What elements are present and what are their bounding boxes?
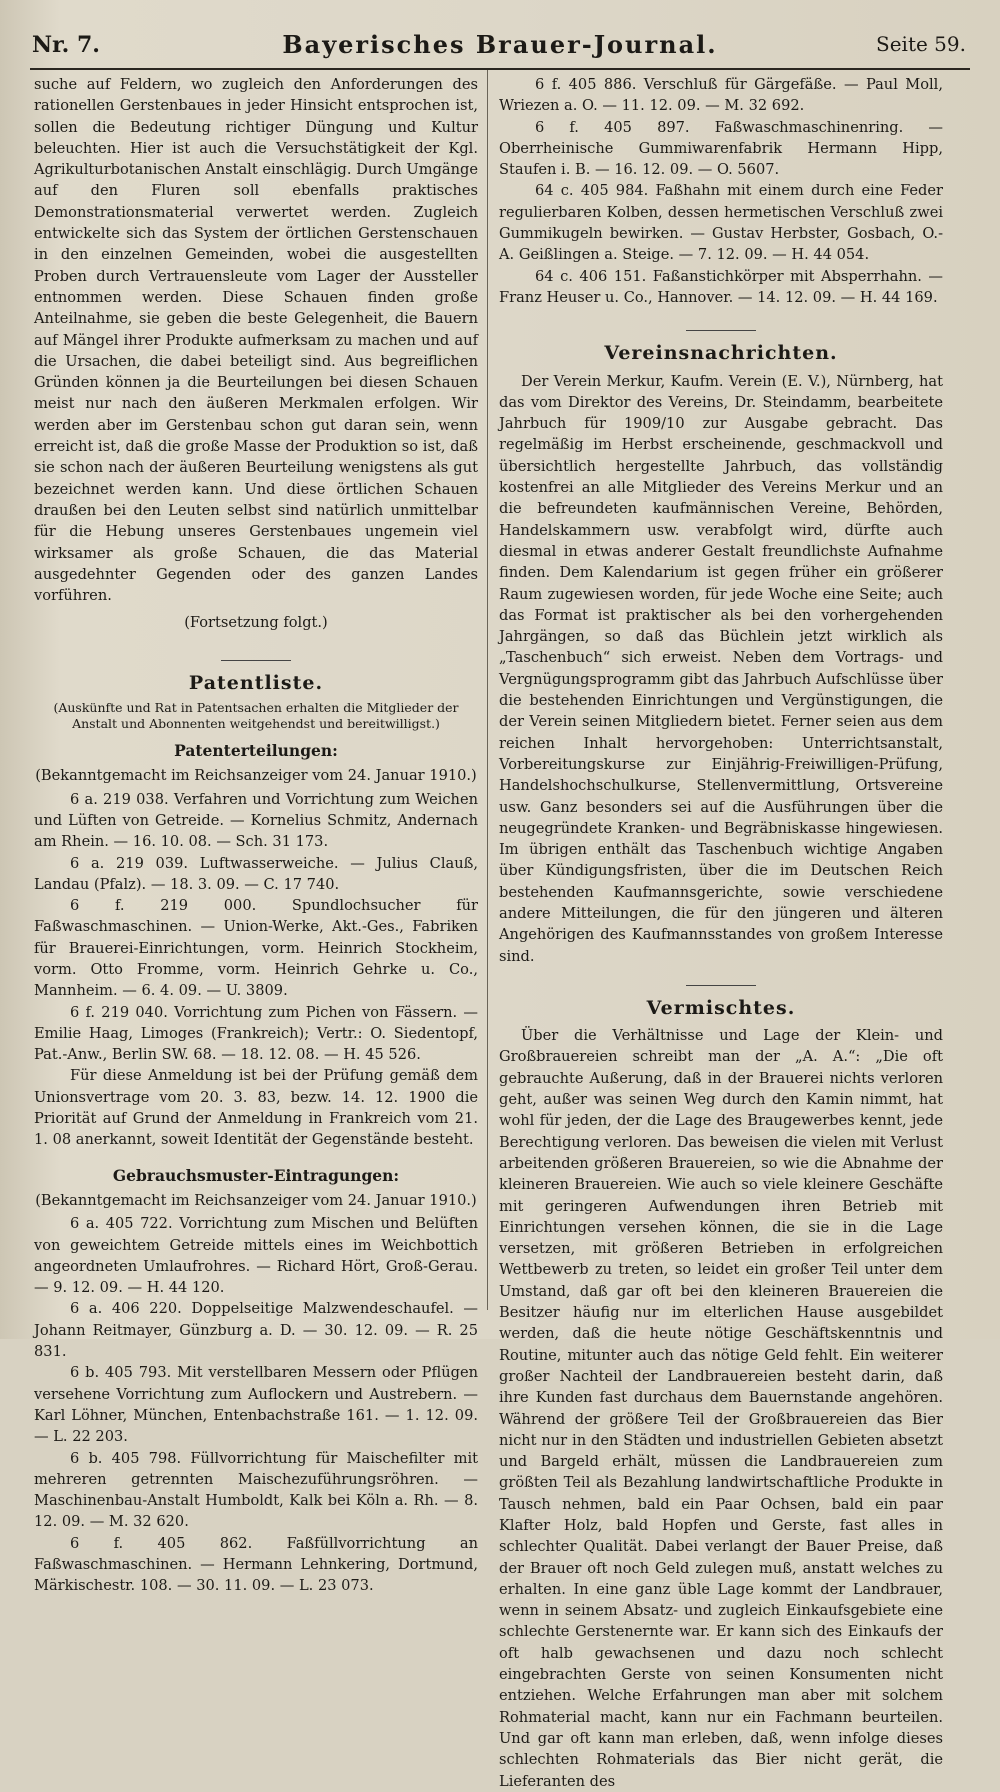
continuation-note: (Fortsetzung folgt.) [184,614,328,632]
column-divider [487,70,488,1310]
utility-model-entry: 6 a. 406 220. Doppelseitige Malzwendeschaufel. — Johann Reitmayer, Günzburg a. D. — 30. 12. 09. — R. 25 831. [34,1300,478,1361]
association-news-heading: Vereinsnachrichten. [604,342,838,365]
patent-list-heading: Patentliste. [188,671,324,694]
utility-model-entry: 6 f. 405 862. Faßfüllvorrichtung an Faßwaschmaschinen. — Hermann Lehnkering, Dortmund, Märkischestr. 108. — 30. 11. 09. — L. 23 073. [34,1534,478,1595]
utility-model-entry: 64 c. 405 984. Faßhahn mit einem durch eine Feder regulierbaren Kolben, dessen hermetischen Verschluß zwei Gummikugeln bewirken. — Gustav Herbster, Gosbach, O.-A. Geißlingen a. Steige. — 7. 12. 09. — H. 44 054. [499,182,943,264]
patent-entry: 6 f. 219 040. Vorrichtung zum Pichen von Fässern. — Emilie Haag, Limoges (Frankreich); Vertr.: O. Siedentopf, Pat.-Anw., Berlin SW. 68. — 18. 12. 08. — H. 45 526. [34,1003,478,1064]
section-rule [686,330,756,331]
utility-model-entry: 6 f. 405 897. Faßwaschmaschinenring. — Oberrheinische Gummiwarenfabrik Hermann Hipp, Staufen i. B. — 16. 12. 09. — O. 5607. [499,118,943,179]
issue-number: Nr. 7. [32,32,100,58]
patent-list-note: (Auskünfte und Rat in Patentsachen erhalten die Mitglieder der Anstalt und Abonnenten weitgehendst und bereitwilligst.) [53,700,459,732]
utility-model-entry: 6 a. 405 722. Vorrichtung zum Mischen und Belüften von geweichtem Getreide mittels eines im Weichbottich angeordneten Umlaufrohres. — Richard Hört, Groß-Gerau. — 9. 12. 09. — H. 44 120. [34,1215,478,1297]
utility-models-heading: Gebrauchsmuster-Eintragungen: [112,1165,400,1185]
patent-priority-note: Für diese Anmeldung ist bei der Prüfung gemäß dem Unionsvertrage vom 20. 3. 83, bezw. 14. 12. 1900 die Priorität auf Grund der Anmeldung in Frankreich vom 21. 1. 08 anerkannt, soweit Identität der Gegenstände besteht. [34,1067,478,1149]
page-header [30,28,970,70]
section-rule [686,985,756,986]
utility-models-announcement: (Bekanntgemacht im Reichsanzeiger vom 24. Januar 1910.) [35,1191,477,1209]
left-column [34,74,478,1597]
patent-entry: 6 a. 219 039. Luftwasserweiche. — Julius Clauß, Landau (Pfalz). — 18. 3. 09. — C. 17 740. [34,854,478,893]
utility-model-entry: 64 c. 406 151. Faßanstichkörper mit Absperrhahn. — Franz Heuser u. Co., Hannover. — 14. 12. 09. — H. 44 169. [499,267,943,306]
grants-announcement: (Bekanntgemacht im Reichsanzeiger vom 24. Januar 1910.) [35,767,477,785]
miscellaneous-heading: Vermischtes. [646,996,796,1019]
utility-model-entry: 6 f. 405 886. Verschluß für Gärgefäße. — Paul Moll, Wriezen a. O. — 11. 12. 09. — M. 32 692. [499,76,943,115]
miscellaneous-text: Über die Verhältnisse und Lage der Klein- und Großbrauereien schreibt man der „A. A.“: „Die oft gebrauchte Außerung, daß in der Brauerei nichts verloren geht, außer was seinen Weg durch den Kamin nimmt, hat wohl für jeden, der die Lage des Braugewerbes kennt, jede Berechtigung verloren. Das beweisen die vielen mit Verlust arbeitenden größeren Brauereien, so wie die Abnahme der kleineren Brauereien. Wie auch so viele kleinere Geschäfte mit geringeren Aufwendungen ihren Betrieb mit Einrichtungen versehen können, die sie in die Lage versetzen, mit größeren Betrieben in erfolgreichen Wettbewerb zu treten, so leidet ein großer Teil unter dem Umstand, daß gar oft bei den kleineren Brauereien die Besitzer häufig nur im elterlichen Hause ausgebildet werden, daß die heute nötige Geschäftskenntnis und Routine, mitunter auch das nötige Geld fehlt. Ein weiterer großer Nachteil der Landbrauereien besteht darin, daß ihre Kunden fast durchaus dem Bauernstande angehören. Während der größere Teil der Großbrauereien das Bier nicht nur in den Städten und industriellen Gebieten absetzt und Bargeld erhält, müssen die Landbrauereien zum größten Teil als Bezahlung landwirtschaftliche Produkte in Tausch nehmen, bald ein Paar Ochsen, bald ein paar Klafter Holz, bald Hopfen und Gerste, fast alles in schlechter Qualität. Dabei verlangt der Bauer Preise, daß der Brauer oft noch Geld zulegen muß, anstatt welches zu erhalten. In eine ganz üble Lage kommt der Landbrauer, wenn in seinem Absatz- und zugleich Einkaufsgebiete eine schlechte Gerstenernte war. Er kann sich des Einkaufs der oft halb gewachsenen und dazu noch schlecht eingebrachten Gerste von seinen Konsumenten nicht entziehen. Welche Erfahrungen man aber mit solchem Rohmaterial macht, kann nur ein Fachmann beurteilen. Und gar oft kann man erleben, daß, wenn infolge dieses schlechten Rohmaterials das Bier nicht gerät, die Lieferanten des [499,1027,943,1790]
patent-entry: 6 f. 219 000. Spundlochsucher für Faßwaschmaschinen. — Union-Werke, Akt.-Ges., Fabriken für Brauerei-Einrichtungen, vorm. Heinrich Stockheim, vorm. Otto Fromme, vorm. Heinrich Gehrke u. Co., Mannheim. — 6. 4. 09. — U. 3809. [34,897,478,1000]
page-number: Seite 59. [876,32,966,56]
patent-entry: 6 a. 219 038. Verfahren und Vorrichtung zum Weichen und Lüften von Getreide. — Kornelius Schmitz, Andernach am Rhein. — 16. 10. 08. — Sch. 31 173. [34,790,478,851]
utility-model-entry: 6 b. 405 793. Mit verstellbaren Messern oder Pflügen versehene Vorrichtung zum Auflockern und Austrebern. — Karl Löhner, München, Entenbachstraße 161. — 1. 12. 09. — L. 22 203. [34,1364,478,1446]
section-rule [221,660,291,661]
association-news-text: Der Verein Merkur, Kaufm. Verein (E. V.), Nürnberg, hat das vom Direktor des Vereins, Dr. Steindamm, bearbeitete Jahrbuch für 1909/10 zur Ausgabe gebracht. Das regelmäßig im Herbst erscheinende, geschmackvoll und übersichtlich hergestellte Jahrbuch, das vollständig kostenfrei an alle Mitglieder des Vereins Merkur und an die befreundeten kaufmännischen Vereine, Behörden, Handelskammern usw. verabfolgt wird, dürfte auch diesmal in etwas anderer Gestalt freundlichste Aufnahme finden. Dem Kalendarium ist gegen früher ein größerer Raum zugewiesen worden, für jede Woche eine Seite; auch das Format ist praktischer als bei den vorhergehenden Jahrgängen, so daß das Büchlein jetzt wirklich als „Taschenbuch“ sich erweist. Neben dem Vortrags- und Vergnügungsprogramm gibt das Jahrbuch Aufschlüsse über die bestehenden Einrichtungen und Vergünstigungen, die der Verein seinen Mitgliedern bietet. Ferner seien aus dem reichen Inhalt hervorgehoben: Unterrichtsanstalt, Vorbereitungskurse zur Einjährig-Freiwilligen-Prüfung, Handelshochschulkurse, Stellenvermittlung, Ortsvereine usw. Ganz besonders sei auf die Ausführungen über die neugegründete Kranken- und Begräbniskasse hingewiesen. Im übrigen enthält das Taschenbuch wichtige Angaben über Kündigungsfristen, über die im Deutschen Reich bestehenden Kaufmannsgerichte, sowie verschiedene andere Mitteilungen, die für den jüngeren und älteren Angehörigen des Kaufmannsstandes von großem Interesse sind. [499,372,943,965]
journal-title: Bayerisches Brauer-Journal. [282,30,718,59]
right-column [499,74,943,1792]
article-continuation-text: suche auf Feldern, wo zugleich den Anforderungen des rationellen Gerstenbaues in jeder Hinsicht entsprochen ist, sollen die Bedeutung richtiger Düngung und Kultur beleuchten. Hier ist auch die Versuchstätigkeit der Kgl. Agrikulturbotanischen Anstalt einschlägig. Durch Umgänge auf den Fluren soll ebenfalls praktisches Demonstrationsmaterial verwertet werden. Zugleich entwickelte sich das System der örtlichen Gerstenschauen in den einzelnen Gemeinden, wobei die ausgestellten Proben durch Vertrauensleute vom Lager der Aussteller entnommen werden. Diese Schauen finden große Anteilnahme, sie geben die beste Gelegenheit, die Bauern auf Mängel ihrer Produkte aufmerksam zu machen und auf die Ursachen, die dabei beteiligt sind. Aus begreiflichen Gründen können ja die Beurteilungen bei diesen Schauen meist nur nach den äußeren Merkmalen erfolgen. Wir werden aber im Gerstenbau schon gut daran sein, wenn erreicht ist, daß die große Masse der Produktion so ist, daß sie schon nach der äußeren Beurteilung wenigstens als gut bezeichnet werden kann. Und diese örtlichen Schauen draußen bei den Leuten selbst sind natürlich unmittelbar für die Hebung unseres Gerstenbaues ungemein viel wirksamer als große Schauen, die das Material ausgedehnter Gegenden oder des ganzen Landes vorführen. [34,76,478,605]
patent-grants-heading: Patenterteilungen: [174,741,338,761]
utility-model-entry: 6 b. 405 798. Füllvorrichtung für Maischefilter mit mehreren getrennten Maischezuführungsröhren. — Maschinenbau-Anstalt Humboldt, Kalk bei Köln a. Rh. — 8. 12. 09. — M. 32 620. [34,1449,478,1531]
